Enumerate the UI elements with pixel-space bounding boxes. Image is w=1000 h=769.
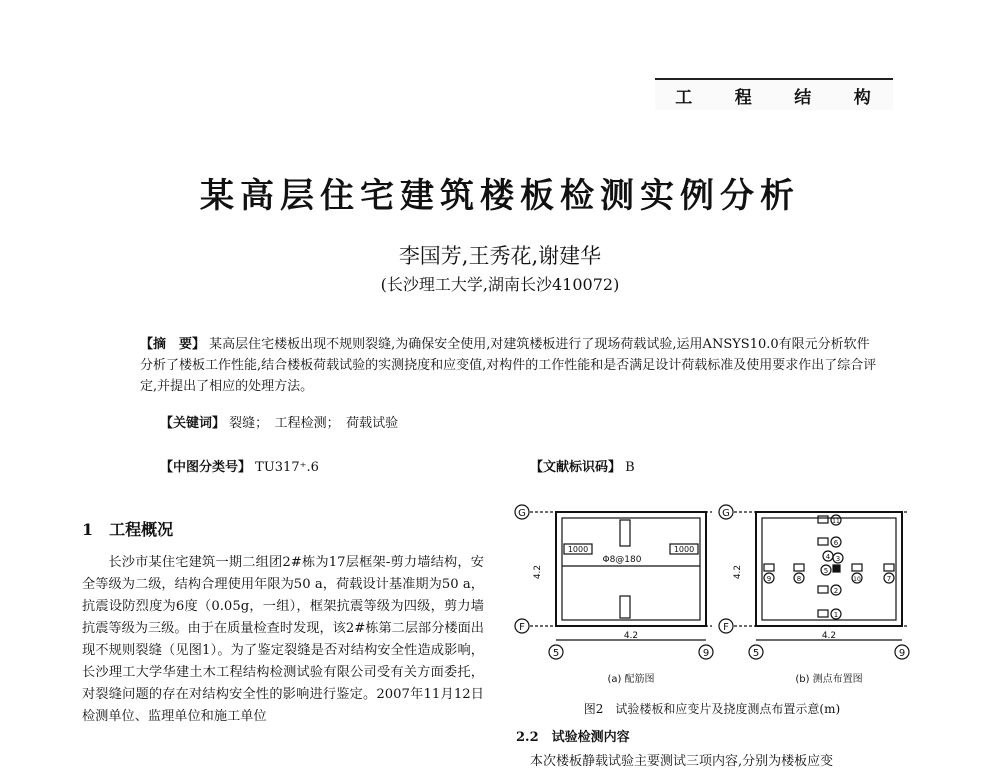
- strain-gauge-mark: [818, 610, 828, 617]
- axis-label-5: 5: [752, 648, 760, 659]
- measuring-point: [823, 551, 833, 561]
- measuring-point: [818, 515, 841, 525]
- section-2-2-body: 本次楼板静载试验主要测试三项内容,分别为楼板应变: [530, 754, 834, 769]
- strain-gauge-mark: [818, 586, 828, 593]
- slab-inner: [562, 518, 700, 620]
- keywords: [160, 412, 398, 431]
- doc-code-value: B: [625, 460, 635, 475]
- abstract: [140, 334, 880, 397]
- slab-outline: [756, 512, 902, 626]
- point-label: 6: [833, 539, 839, 547]
- rebar-label: Φ8@180: [602, 555, 642, 565]
- strain-gauge-mark: [764, 564, 774, 571]
- strain-gauge-mark: [818, 538, 828, 545]
- subfigure-b-label: (b) 测点布置图: [795, 674, 863, 685]
- point-label: 11: [832, 518, 840, 525]
- figure-b-measuring-points: [719, 505, 909, 685]
- keywords-text: 裂缝； 工程检测； 荷载试验: [229, 416, 399, 431]
- abstract-label: 【摘 要】: [140, 337, 206, 352]
- point-label: 3: [835, 555, 841, 563]
- axis-label-g: G: [518, 508, 526, 519]
- slab-inner: [762, 518, 896, 620]
- point-label: 8: [796, 575, 802, 583]
- measuring-point: [833, 553, 843, 563]
- axis-label-9: 9: [898, 648, 906, 659]
- authors: 李国芳,王秀花,谢建华: [398, 244, 602, 268]
- measuring-point: [818, 537, 841, 547]
- measuring-point: [821, 565, 840, 575]
- strain-gauge-mark: [852, 564, 862, 571]
- measuring-point: [794, 564, 804, 583]
- measuring-point: [852, 564, 862, 583]
- axis-label-f: F: [723, 622, 729, 633]
- header-char: 工: [675, 87, 695, 108]
- slab-outline: [556, 512, 706, 626]
- strain-gauge-mark: [794, 564, 804, 571]
- section-1-heading: 1 工程概况: [82, 520, 174, 539]
- figure-2: [512, 500, 912, 700]
- header-char: 程: [734, 87, 754, 108]
- section-2-2-heading: 2.2 试验检测内容: [516, 730, 630, 745]
- clc-value: TU317⁺.6: [255, 460, 319, 475]
- point-label: 1: [833, 611, 839, 619]
- document-code: [530, 456, 635, 475]
- paper-title: 某高层住宅建筑楼板检测实例分析: [200, 176, 800, 216]
- figure-a-rebar-diagram: [515, 505, 713, 685]
- measuring-point: [764, 564, 774, 583]
- dim-height-label: 4.2: [533, 564, 543, 580]
- axis-label-5: 5: [552, 648, 560, 659]
- header-char: 结: [794, 87, 814, 108]
- point-label: 5: [823, 567, 829, 575]
- clc-label: 【中图分类号】: [160, 460, 252, 475]
- bar-length-label: 1000: [567, 545, 589, 554]
- point-label: 9: [766, 575, 772, 583]
- point-label: 2: [833, 587, 839, 595]
- figure-2-caption: 图2 试验楼板和应变片及挠度测点布置示意(m): [583, 702, 841, 716]
- deflection-gauge-mark: [833, 565, 840, 572]
- affiliation: (长沙理工大学,湖南长沙410072): [380, 275, 620, 294]
- measuring-point: [884, 564, 894, 583]
- strain-gauge-mark: [884, 564, 894, 571]
- clc-number: [160, 456, 319, 475]
- bar-length-box: [620, 520, 630, 546]
- journal-section-tag: [655, 78, 893, 110]
- section-1-paragraph: 长沙市某住宅建筑一期二组团2#栋为17层框架-剪力墙结构，安全等级为二级，结构合理使用年限为50 a，荷载设计基准期为50 a，抗震设防烈度为6度（0.05g，一组），框架抗震等级为四级，剪力墙抗震等级为三级。由于在质量检查时发现，该2#栋第二层部分楼面出现不规则裂缝（见图1）。为了鉴定裂缝是否对结构安全性造成影响，长沙理工大学华建土木工程结构检测试验有限公司受有关方面委托，对裂缝问题的存在对结构安全性的影响进行鉴定。2007年11月12日检测单位、监理单位和施工单位: [82, 555, 484, 724]
- axis-label-f: F: [519, 622, 525, 633]
- abstract-text: 某高层住宅楼板出现不规则裂缝,为确保安全使用,对建筑楼板进行了现场荷载试验,运用ANSYS10.0有限元分析软件分析了楼板工作性能,结合楼板荷载试验的实测挠度和应变值,对构件的工作性能和是否满足设计荷载标准及使用要求作出了综合评定,并提出了相应的处理方法。: [140, 337, 877, 394]
- measuring-point: [818, 609, 841, 619]
- section-1-body: [82, 552, 484, 728]
- subfigure-a-label: (a) 配筋图: [607, 674, 655, 685]
- bar-length-box: [620, 596, 630, 618]
- bar-length-label: 1000: [673, 545, 695, 554]
- header-char: 构: [853, 87, 873, 108]
- point-label: 10: [853, 576, 861, 583]
- point-label: 7: [886, 575, 892, 583]
- keywords-label: 【关键词】: [160, 416, 226, 431]
- dim-span-label: 4.2: [821, 631, 837, 641]
- measuring-point: [818, 585, 841, 595]
- axis-label-9: 9: [702, 648, 710, 659]
- dim-height-label: 4.2: [733, 564, 743, 580]
- doc-code-label: 【文献标识码】: [530, 460, 622, 475]
- point-label: 4: [825, 553, 831, 561]
- strain-gauge-mark: [818, 516, 828, 523]
- axis-label-g: G: [722, 508, 730, 519]
- dim-span-label: 4.2: [623, 631, 639, 641]
